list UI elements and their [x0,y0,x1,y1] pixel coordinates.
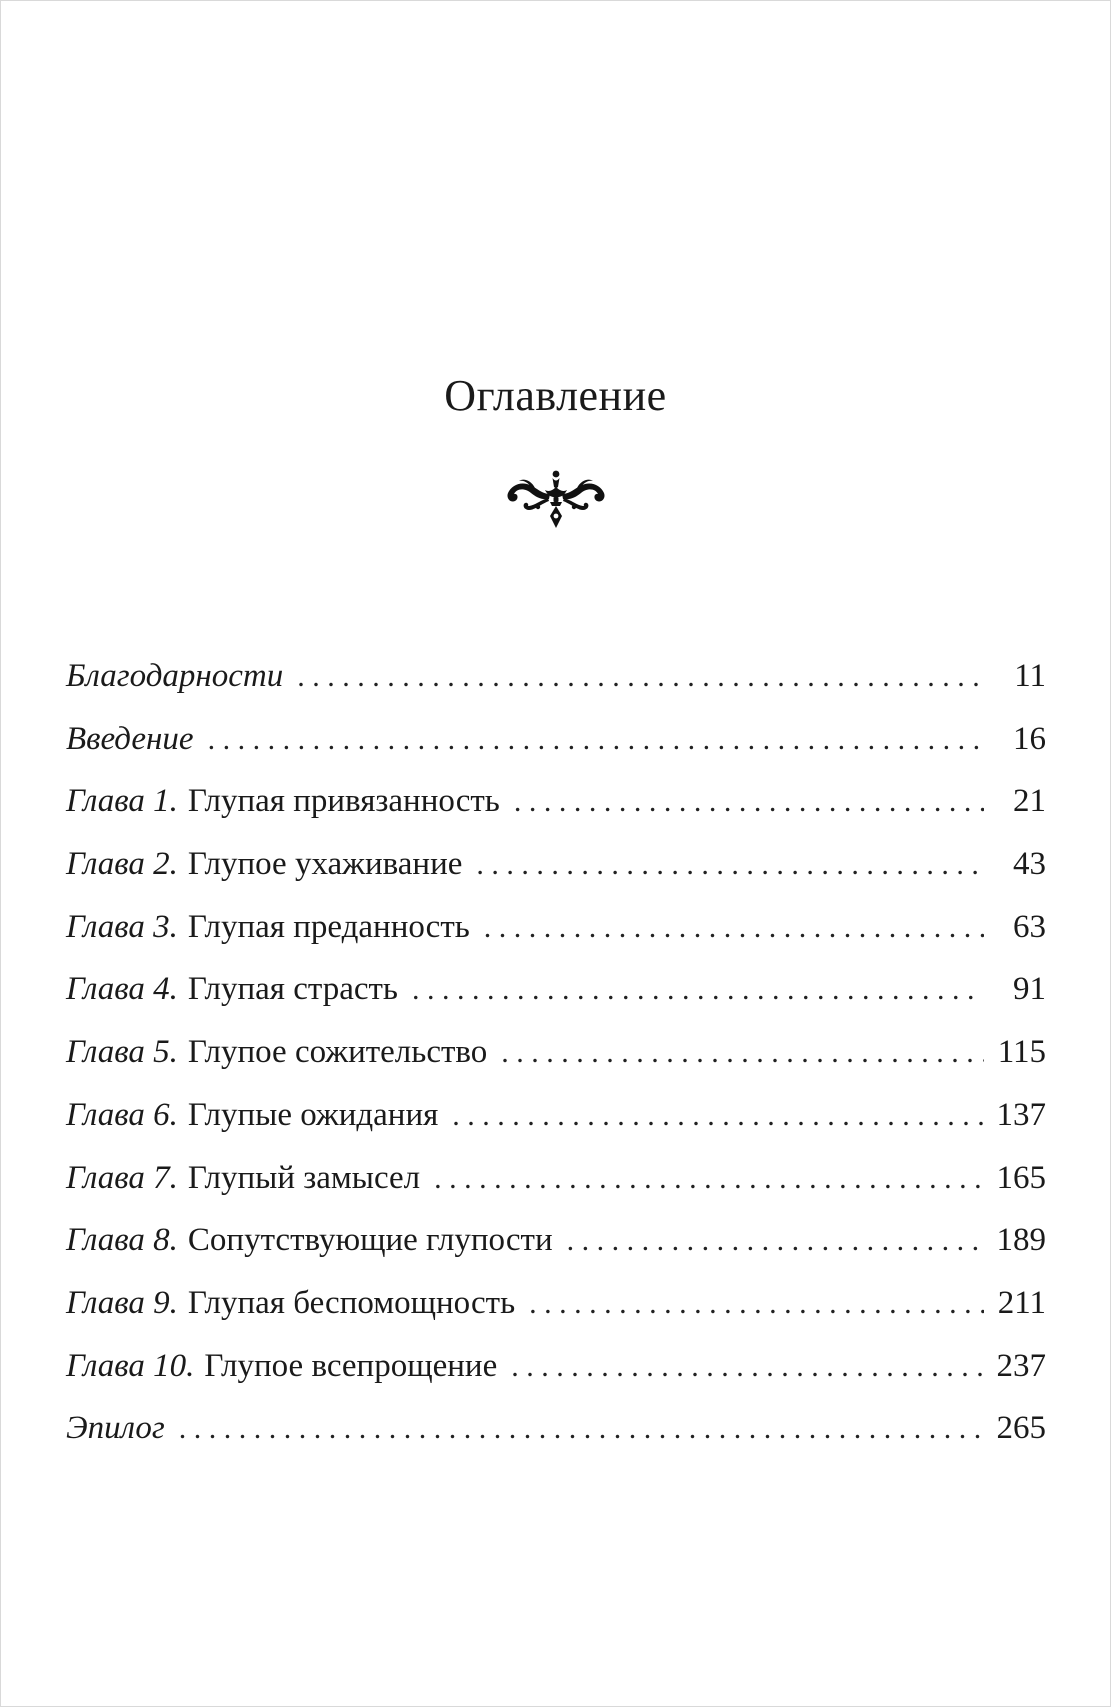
toc-entry-chapter-2[interactable] [66,844,1046,907]
entry-label: Глава 8. [66,1222,178,1259]
entry-title: Глупая привязанность [187,783,500,820]
page-number: 11 [1014,658,1046,694]
page-number: 237 [996,1347,1046,1384]
dot-leader [452,1096,984,1136]
toc-entry-chapter-7[interactable] [66,1158,1046,1221]
entry-title: Глупое сожительство [187,1034,488,1071]
entry-title: Глупая страсть [187,971,398,1008]
page-number: 43 [1013,846,1046,883]
entry-title: Глупое ухаживание [187,846,463,883]
dot-leader [297,657,984,697]
entry-title: Глупый замысел [187,1159,421,1196]
entry-title: Глупые ожидания [187,1096,439,1133]
toc-entry-chapter-1[interactable] [66,781,1046,844]
entry-label: Глава 10. [66,1347,195,1384]
dot-leader [208,720,984,760]
toc-entry-introduction[interactable] [66,719,1046,782]
dot-leader [514,782,984,822]
entry-label: Глава 3. [66,908,178,945]
toc-entry-chapter-4[interactable] [66,969,1046,1032]
toc-entry-chapter-9[interactable] [66,1283,1046,1346]
toc-entry-chapter-8[interactable] [66,1220,1046,1283]
entry-label: Глава 7. [66,1159,178,1196]
toc-entry-epilogue[interactable] [66,1408,1046,1471]
page-number: 63 [1013,908,1046,945]
entry-label: Глава 1. [66,783,178,820]
page-number: 189 [996,1222,1046,1259]
entry-title: Глупое всепрощение [204,1347,498,1384]
page-number: 21 [1013,783,1046,820]
entry-label: Введение [66,720,194,757]
dot-leader [484,908,984,948]
entry-title: Глупая преданность [187,908,470,945]
dot-leader [501,1033,984,1073]
toc-entry-chapter-10[interactable] [66,1346,1046,1409]
page-number: 115 [997,1034,1046,1071]
page-number: 137 [996,1096,1046,1133]
entry-label: Эпилог [66,1410,165,1447]
floral-ornament-icon [505,468,607,530]
dot-leader [179,1409,984,1449]
page-number: 16 [1013,720,1046,757]
entry-title: Глупая беспомощность [187,1284,516,1321]
dot-leader [434,1159,984,1199]
page-number: 265 [996,1410,1046,1447]
entry-label: Глава 2. [66,846,178,883]
page-number: 211 [997,1284,1046,1321]
dot-leader [476,845,984,885]
page-title: Оглавление [444,371,667,420]
dot-leader [511,1347,984,1387]
entry-label: Глава 4. [66,971,178,1008]
page-number: 91 [1013,971,1046,1008]
entry-label: Глава 9. [66,1284,178,1321]
entry-title: Сопутствующие глупости [187,1222,553,1259]
dot-leader [567,1221,984,1261]
toc-entry-chapter-5[interactable] [66,1032,1046,1095]
entry-label: Благодарности [66,658,284,694]
page-number: 165 [996,1159,1046,1196]
dot-leader [412,970,984,1010]
table-of-contents [66,656,1046,1471]
entry-label: Глава 5. [66,1034,178,1071]
dot-leader [529,1284,984,1324]
toc-entry-chapter-6[interactable] [66,1095,1046,1158]
toc-entry-chapter-3[interactable] [66,907,1046,970]
entry-label: Глава 6. [66,1096,178,1133]
toc-entry-acknowledgements[interactable] [66,656,1046,719]
